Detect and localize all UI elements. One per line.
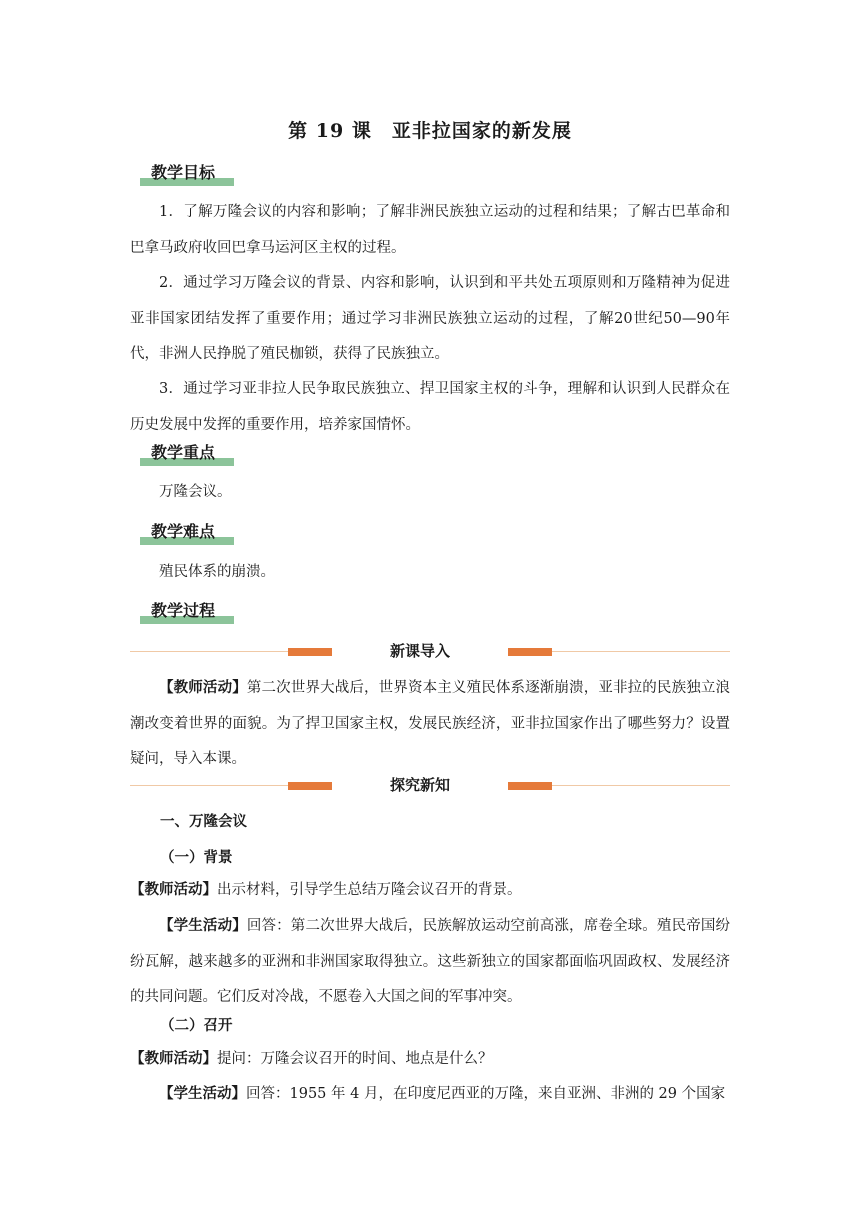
intro-paragraph: 【教师活动】第二次世界大战后，世界资本主义殖民体系逐渐崩溃，亚非拉的民族独立浪潮改变着世界的面貌。为了捍卫国家主权，发展民族经济，亚非拉国家作出了哪些努力？设置疑问，导入本课。 [130, 679, 731, 767]
teacher-activity-tag: 【教师活动】 [159, 679, 247, 696]
goal-3: 3．通过学习亚非拉人民争取民族独立、捍卫国家主权的斗争，理解和认识到人民群众在历史发展中发挥的重要作用，培养家国情怀。 [130, 381, 730, 433]
teacher-activity-2: 【教师活动】提问：万隆会议召开的时间、地点是什么？ [130, 1050, 493, 1067]
divider-explore: 探究新知 [130, 776, 730, 796]
heading-convening: （二）召开 [160, 1017, 233, 1034]
goal-1: 1．了解万隆会议的内容和影响；了解非洲民族独立运动的过程和结果；了解古巴革命和巴拿马政府收回巴拿马运河区主权的过程。 [130, 204, 730, 256]
student-activity-2: 【学生活动】回答：1955 年 4 月，在印度尼西亚的万隆，来自亚洲、非洲的 29 个国家 [159, 1085, 726, 1102]
section-heading-process: 教学过程 [140, 598, 234, 624]
teacher-activity-1: 【教师活动】出示材料，引导学生总结万隆会议召开的背景。 [130, 881, 522, 898]
heading-bandung: 一、万隆会议 [160, 813, 247, 830]
section-heading-key: 教学重点 [140, 440, 234, 466]
section-heading-goals: 教学目标 [140, 160, 234, 186]
key-point: 万隆会议。 [159, 484, 232, 500]
goal-2: 2．通过学习万隆会议的背景、内容和影响，认识到和平共处五项原则和万隆精神为促进亚非国家团结发挥了重要作用；通过学习非洲民族独立运动的过程，了解20世纪50—90年代，非洲人民挣脱了殖民枷锁，获得了民族独立。 [130, 275, 730, 362]
heading-background: （一）背景 [160, 849, 233, 866]
student-activity-1: 【学生活动】回答：第二次世界大战后，民族解放运动空前高涨，席卷全球。殖民帝国纷纷瓦解，越来越多的亚洲和非洲国家取得独立。这些新独立的国家都面临巩固政权、发展经济的共同问题。它们反对冷战，不愿卷入大国之间的军事冲突。 [130, 917, 731, 1005]
lesson-title: 第 19 课 亚非拉国家的新发展 [288, 120, 572, 142]
section-heading-difficulty: 教学难点 [140, 519, 234, 545]
divider-intro: 新课导入 [130, 642, 730, 662]
difficult-point: 殖民体系的崩溃。 [159, 564, 275, 580]
